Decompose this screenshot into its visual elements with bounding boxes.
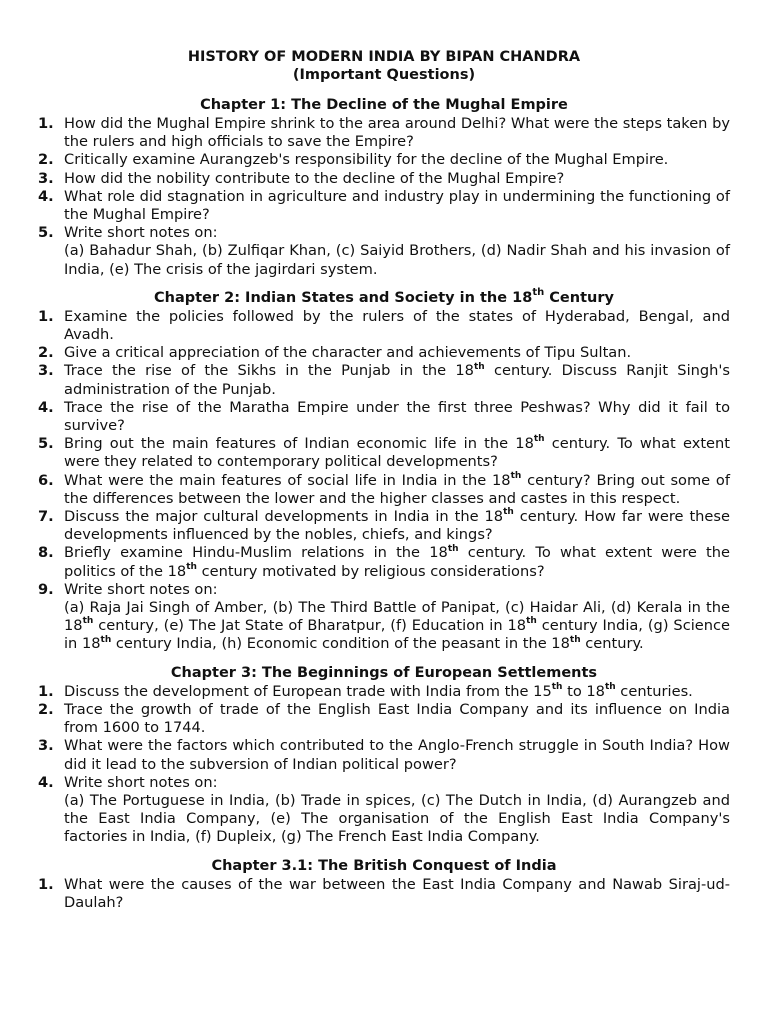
chapter-title: Chapter 3: The Beginnings of European Settlements <box>170 664 598 681</box>
short-notes-text: (a) The Portuguese in India, (b) Trade in spices, (c) The Dutch in India, (d) Aurangzeb and the East India Company, (e) The organisation of the English East India Company's factories in India, (f) Dupleix, (g) The French East India Company. <box>64 791 730 846</box>
question-item <box>38 774 730 847</box>
question-number: 4. <box>38 187 54 205</box>
question-item <box>38 581 730 654</box>
superscript: th <box>473 361 485 372</box>
question-number: 8. <box>38 544 54 562</box>
question-item <box>38 151 730 169</box>
question-text: Trace the rise of the Sikhs in the Punjab in the 18th century. Discuss Ranjit Singh's administration of the Punjab. <box>64 361 730 398</box>
question-text: Bring out the main features of Indian economic life in the 18th century. To what extent were they related to contemporary political developments? <box>64 434 730 471</box>
question-text: Briefly examine Hindu-Muslim relations in the 18th century. To what extent were the politics of the 18th century motivated by religious considerations? <box>64 543 731 580</box>
superscript: th <box>82 616 94 627</box>
chapter-section <box>38 96 730 279</box>
question-number: 6. <box>38 471 54 489</box>
question-text: What were the causes of the war between the East India Company and Nawab Siraj-ud-Daulah? <box>64 875 730 911</box>
superscript: th <box>532 287 545 298</box>
chapter-section <box>38 857 730 912</box>
question-text: Examine the policies followed by the rulers of the states of Hyderabad, Bengal, and Avadh. <box>64 307 730 344</box>
question-text: How did the Mughal Empire shrink to the area around Delhi? What were the steps taken by the rulers and high officials to save the Empire? <box>64 115 730 151</box>
question-number: 4. <box>38 773 54 791</box>
question-item <box>38 737 730 773</box>
superscript: th <box>186 561 197 572</box>
question-number: 3. <box>38 362 54 380</box>
document-title: HISTORY OF MODERN INDIA BY BIPAN CHANDRA <box>187 49 581 65</box>
question-text: Give a critical appreciation of the character and achievements of Tipu Sultan. <box>64 344 632 362</box>
question-text: Write short notes on: <box>64 224 218 242</box>
superscript: th <box>526 616 537 627</box>
question-number: 1. <box>38 682 54 700</box>
short-notes-text: (a) Raja Jai Singh of Amber, (b) The Third Battle of Panipat, (c) Haidar Ali, (d) Kerala in the 18th century, (e) The Jat State of Bharatpur, (f) Education in 18th century India, (g) Science in 18th century India, (h) Economic condition of the peasant in the 18th century. <box>64 599 731 653</box>
superscript: th <box>100 634 112 645</box>
question-text: Write short notes on: <box>64 773 218 791</box>
question-item <box>38 224 730 279</box>
question-list <box>38 683 730 847</box>
superscript: th <box>569 634 581 645</box>
chapter-title: Chapter 1: The Decline of the Mughal Empire <box>200 97 568 113</box>
superscript: th <box>503 507 514 518</box>
question-text: What role did stagnation in agriculture and industry play in undermining the functioning of the Mughal Empire? <box>64 187 730 224</box>
question-item <box>38 188 730 224</box>
document-subtitle: (Important Questions) <box>292 67 476 83</box>
question-item <box>38 115 730 151</box>
question-text: What were the factors which contributed to the Anglo-French struggle in South India? How did it lead to the subversion of Indian political power? <box>64 737 730 773</box>
question-number: 2. <box>38 700 54 718</box>
question-number: 3. <box>38 737 54 755</box>
question-item <box>38 170 730 188</box>
question-text: What were the main features of social life in India in the 18th century? Bring out some of the differences between the lower and the higher classes and castes in this respect. <box>64 470 730 507</box>
question-number: 5. <box>38 224 54 242</box>
question-number: 2. <box>38 344 54 362</box>
question-number: 3. <box>38 169 54 187</box>
superscript: th <box>510 470 522 481</box>
question-text: Write short notes on: <box>64 580 218 598</box>
superscript: th <box>533 434 545 445</box>
question-number: 1. <box>38 115 54 132</box>
question-item <box>38 435 730 471</box>
question-number: 1. <box>38 875 54 893</box>
superscript: th <box>551 681 563 692</box>
superscript: th <box>447 543 459 554</box>
question-item <box>38 876 730 912</box>
question-text: How did the nobility contribute to the decline of the Mughal Empire? <box>64 169 565 187</box>
question-item <box>38 344 730 362</box>
question-number: 7. <box>38 508 54 526</box>
question-number: 5. <box>38 435 54 453</box>
question-text: Discuss the major cultural developments in India in the 18th century. How far were these developments influenced by the nobles, chiefs, and kings? <box>64 507 730 544</box>
question-text: Critically examine Aurangzeb's responsibility for the decline of the Mughal Empire. <box>64 151 669 169</box>
question-item <box>38 508 730 544</box>
question-item <box>38 701 730 737</box>
question-list <box>38 876 730 912</box>
question-number: 9. <box>38 580 54 598</box>
question-text: Discuss the development of European trade with India from the 15th to 18th centuries. <box>64 681 693 700</box>
chapter-title: Chapter 3.1: The British Conquest of India <box>211 857 557 874</box>
question-item <box>38 308 730 344</box>
superscript: th <box>604 681 616 692</box>
chapter-section <box>38 289 730 654</box>
chapter-section <box>38 664 730 847</box>
chapter-title: Chapter 2: Indian States and Society in the 18th Century <box>154 287 614 306</box>
question-number: 2. <box>38 151 54 169</box>
question-text: Trace the rise of the Maratha Empire under the first three Peshwas? Why did it fail to survive? <box>64 398 730 435</box>
question-number: 4. <box>38 398 54 416</box>
question-item <box>38 362 730 398</box>
question-text: Trace the growth of trade of the English East India Company and its influence on India from 1600 to 1744. <box>64 700 730 737</box>
question-item <box>38 399 730 435</box>
question-list <box>38 308 730 654</box>
question-item <box>38 544 730 580</box>
chapters-container <box>38 96 730 912</box>
question-number: 1. <box>38 307 54 325</box>
question-item <box>38 472 730 508</box>
question-item <box>38 683 730 701</box>
question-list <box>38 115 730 279</box>
short-notes-text: (a) Bahadur Shah, (b) Zulfiqar Khan, (c) Saiyid Brothers, (d) Nadir Shah and his invasion of India, (e) The crisis of the jagirdari system. <box>64 242 730 278</box>
